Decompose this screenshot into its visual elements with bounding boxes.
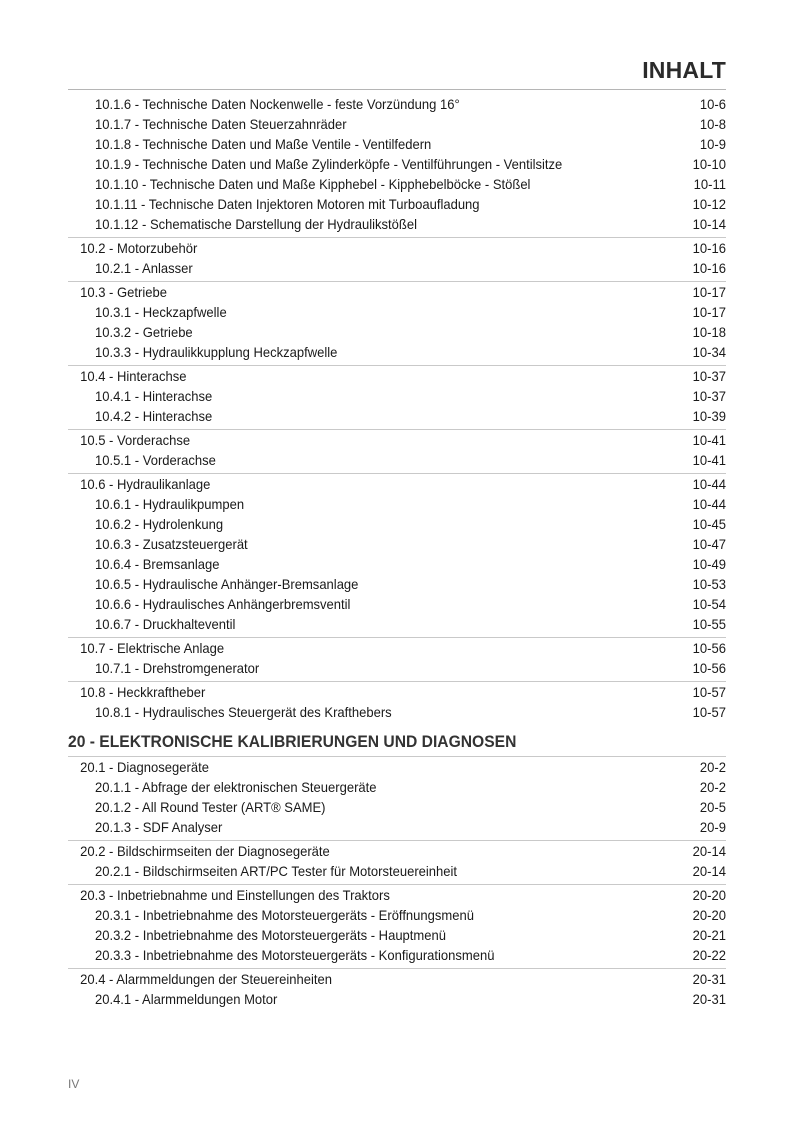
toc-entry-label: 10.1.11 - Technische Daten Injektoren Motoren mit Turboaufladung: [94, 196, 480, 212]
toc-entry-section[interactable]: [68, 238, 726, 258]
toc-entry-subsection[interactable]: [68, 905, 726, 925]
toc-entry-section[interactable]: [68, 638, 726, 658]
toc-entry-page: 10-10: [692, 156, 726, 172]
toc-entry-section[interactable]: [68, 430, 726, 450]
toc-entry-section[interactable]: [68, 682, 726, 702]
toc-entry-label: 10.8 - Heckkraftheber: [80, 684, 206, 700]
toc-section: [68, 94, 726, 234]
toc-entry-page: 10-12: [692, 196, 726, 212]
toc-entry-page: 10-56: [692, 640, 726, 656]
toc-entry-page: 10-44: [692, 496, 726, 512]
toc-section: [68, 757, 726, 837]
table-of-contents: [68, 94, 726, 1009]
toc-entry-label: 20.3.1 - Inbetriebnahme des Motorsteuergeräts - Eröffnungsmenü: [94, 907, 474, 923]
toc-entry-subsection[interactable]: [68, 94, 726, 114]
header-divider: [68, 89, 726, 90]
toc-entry-page: 10-11: [693, 176, 726, 192]
toc-entry-label: 10.4 - Hinterachse: [80, 368, 187, 384]
toc-entry-label: 10.3.2 - Getriebe: [94, 324, 193, 340]
toc-entry-page: 10-18: [692, 324, 726, 340]
toc-entry-subsection[interactable]: [68, 594, 726, 614]
toc-entry-subsection[interactable]: [68, 342, 726, 362]
toc-entry-label: 20.1 - Diagnosegeräte: [80, 759, 209, 775]
toc-entry-page: 10-14: [692, 216, 726, 232]
toc-entry-page: 10-16: [692, 240, 726, 256]
toc-entry-label: 10.1.10 - Technische Daten und Maße Kipphebel - Kipphebelböcke - Stößel: [94, 176, 531, 192]
toc-entry-label: 20.1.1 - Abfrage der elektronischen Steuergeräte: [94, 779, 377, 795]
toc-entry-section[interactable]: [68, 282, 726, 302]
toc-entry-page: 10-41: [692, 452, 726, 468]
toc-entry-page: 10-53: [692, 576, 726, 592]
toc-entry-label: 10.1.8 - Technische Daten und Maße Ventile - Ventilfedern: [94, 136, 432, 152]
toc-entry-subsection[interactable]: [68, 614, 726, 634]
toc-entry-subsection[interactable]: [68, 406, 726, 426]
toc-entry-page: 10-17: [692, 284, 726, 300]
toc-entry-label: 10.3.3 - Hydraulikkupplung Heckzapfwelle: [94, 344, 338, 360]
toc-entry-page: 20-31: [692, 971, 726, 987]
toc-entry-section[interactable]: [68, 757, 726, 777]
toc-entry-subsection[interactable]: [68, 925, 726, 945]
chapter-heading[interactable]: 20 - ELEKTRONISCHE KALIBRIERUNGEN UND DIAGNOSEN: [68, 732, 517, 751]
toc-entry-page: 20-2: [699, 759, 726, 775]
toc-section: [68, 884, 726, 965]
toc-entry-label: 10.1.6 - Technische Daten Nockenwelle - feste Vorzündung 16°: [94, 96, 460, 112]
toc-entry-label: 10.2.1 - Anlasser: [94, 260, 193, 276]
toc-entry-subsection[interactable]: [68, 534, 726, 554]
toc-entry-page: 20-14: [692, 843, 726, 859]
toc-entry-page: 20-20: [692, 887, 726, 903]
toc-entry-label: 10.6.7 - Druckhalteventil: [94, 616, 236, 632]
toc-section: [68, 365, 726, 426]
toc-entry-label: 10.7 - Elektrische Anlage: [80, 640, 225, 656]
toc-entry-subsection[interactable]: [68, 214, 726, 234]
toc-entry-label: 10.6 - Hydraulikanlage: [80, 476, 211, 492]
toc-entry-page: 10-34: [692, 344, 726, 360]
toc-entry-page: 10-56: [692, 660, 726, 676]
toc-entry-label: 10.1.9 - Technische Daten und Maße Zylinderköpfe - Ventilführungen - Ventilsitze: [94, 156, 563, 172]
toc-entry-page: 20-14: [692, 863, 726, 879]
toc-entry-subsection[interactable]: [68, 134, 726, 154]
toc-entry-section[interactable]: [68, 885, 726, 905]
toc-entry-label: 10.3.1 - Heckzapfwelle: [94, 304, 227, 320]
toc-entry-label: 20.4.1 - Alarmmeldungen Motor: [94, 991, 278, 1007]
toc-entry-subsection[interactable]: [68, 817, 726, 837]
toc-entry-subsection[interactable]: [68, 574, 726, 594]
toc-entry-label: 10.4.2 - Hinterachse: [94, 408, 213, 424]
toc-entry-label: 10.5.1 - Vorderachse: [94, 452, 216, 468]
toc-entry-page: 20-9: [699, 819, 726, 835]
toc-entry-label: 10.8.1 - Hydraulisches Steuergerät des Krafthebers: [94, 704, 392, 720]
toc-section: [68, 237, 726, 278]
toc-entry-label: 20.3.3 - Inbetriebnahme des Motorsteuergeräts - Konfigurationsmenü: [94, 947, 495, 963]
toc-entry-page: 10-55: [692, 616, 726, 632]
toc-entry-label: 10.6.5 - Hydraulische Anhänger-Bremsanlage: [94, 576, 359, 592]
toc-entry-label: 10.1.12 - Schematische Darstellung der Hydraulikstößel: [94, 216, 418, 232]
toc-entry-page: 10-37: [692, 368, 726, 384]
toc-entry-label: 20.3 - Inbetriebnahme und Einstellungen des Traktors: [80, 887, 390, 903]
toc-entry-page: 10-16: [692, 260, 726, 276]
toc-entry-subsection[interactable]: [68, 114, 726, 134]
toc-entry-page: 10-8: [699, 116, 726, 132]
toc-entry-subsection[interactable]: [68, 861, 726, 881]
toc-entry-label: 10.6.6 - Hydraulisches Anhängerbremsventil: [94, 596, 351, 612]
toc-entry-page: 10-44: [692, 476, 726, 492]
toc-entry-label: 10.7.1 - Drehstromgenerator: [94, 660, 260, 676]
toc-section: [68, 637, 726, 678]
toc-entry-subsection[interactable]: [68, 554, 726, 574]
toc-entry-subsection[interactable]: [68, 386, 726, 406]
toc-entry-page: 20-5: [699, 799, 726, 815]
toc-entry-page: 10-37: [692, 388, 726, 404]
toc-entry-page: 10-54: [692, 596, 726, 612]
toc-entry-subsection[interactable]: [68, 174, 726, 194]
toc-entry-page: 10-49: [692, 556, 726, 572]
toc-entry-label: 10.6.4 - Bremsanlage: [94, 556, 220, 572]
toc-entry-page: 20-2: [699, 779, 726, 795]
toc-entry-section[interactable]: [68, 969, 726, 989]
toc-entry-page: 10-41: [692, 432, 726, 448]
toc-entry-label: 20.4 - Alarmmeldungen der Steuereinheiten: [80, 971, 332, 987]
toc-entry-page: 10-57: [692, 704, 726, 720]
toc-entry-subsection[interactable]: [68, 797, 726, 817]
toc-entry-subsection[interactable]: [68, 302, 726, 322]
toc-entry-label: 10.6.2 - Hydrolenkung: [94, 516, 224, 532]
toc-entry-subsection[interactable]: [68, 514, 726, 534]
toc-entry-page: 20-31: [692, 991, 726, 1007]
toc-entry-label: 20.2 - Bildschirmseiten der Diagnosegeräte: [80, 843, 330, 859]
toc-entry-label: 20.2.1 - Bildschirmseiten ART/PC Tester für Motorsteuereinheit: [94, 863, 458, 879]
toc-entry-subsection[interactable]: [68, 258, 726, 278]
toc-entry-page: 20-20: [692, 907, 726, 923]
toc-entry-page: 10-57: [692, 684, 726, 700]
toc-entry-page: 10-17: [692, 304, 726, 320]
toc-entry-label: 10.6.1 - Hydraulikpumpen: [94, 496, 245, 512]
toc-entry-label: 10.4.1 - Hinterachse: [94, 388, 213, 404]
toc-entry-page: 20-21: [692, 927, 726, 943]
toc-section: [68, 968, 726, 1009]
toc-entry-page: 10-45: [692, 516, 726, 532]
toc-entry-label: 20.1.3 - SDF Analyser: [94, 819, 223, 835]
toc-entry-subsection[interactable]: [68, 989, 726, 1009]
toc-entry-page: 10-39: [692, 408, 726, 424]
toc-entry-label: 10.3 - Getriebe: [80, 284, 167, 300]
toc-entry-subsection[interactable]: [68, 194, 726, 214]
toc-entry-subsection[interactable]: [68, 154, 726, 174]
toc-entry-subsection[interactable]: [68, 658, 726, 678]
toc-entry-section[interactable]: [68, 841, 726, 861]
toc-entry-section[interactable]: [68, 474, 726, 494]
toc-section: [68, 429, 726, 470]
page-number: IV: [68, 1077, 80, 1091]
toc-entry-label: 10.5 - Vorderachse: [80, 432, 191, 448]
page-title: INHALT: [642, 57, 726, 83]
toc-entry-page: 10-6: [699, 96, 726, 112]
toc-entry-label: 20.3.2 - Inbetriebnahme des Motorsteuergeräts - Hauptmenü: [94, 927, 446, 943]
toc-entry-page: 10-47: [692, 536, 726, 552]
toc-entry-subsection[interactable]: [68, 450, 726, 470]
toc-entry-subsection[interactable]: [68, 945, 726, 965]
toc-entry-subsection[interactable]: [68, 702, 726, 722]
toc-entry-subsection[interactable]: [68, 494, 726, 514]
toc-section: [68, 473, 726, 634]
toc-entry-label: 10.6.3 - Zusatzsteuergerät: [94, 536, 248, 552]
toc-entry-section[interactable]: [68, 366, 726, 386]
toc-entry-page: 20-22: [692, 947, 726, 963]
toc-entry-subsection[interactable]: [68, 322, 726, 342]
toc-entry-page: 10-9: [699, 136, 726, 152]
toc-entry-label: 20.1.2 - All Round Tester (ART® SAME): [94, 799, 326, 815]
toc-section: [68, 840, 726, 881]
toc-entry-subsection[interactable]: [68, 777, 726, 797]
toc-section: [68, 281, 726, 362]
toc-section: [68, 681, 726, 722]
toc-entry-label: 10.1.7 - Technische Daten Steuerzahnräder: [94, 116, 347, 132]
toc-entry-label: 10.2 - Motorzubehör: [80, 240, 198, 256]
